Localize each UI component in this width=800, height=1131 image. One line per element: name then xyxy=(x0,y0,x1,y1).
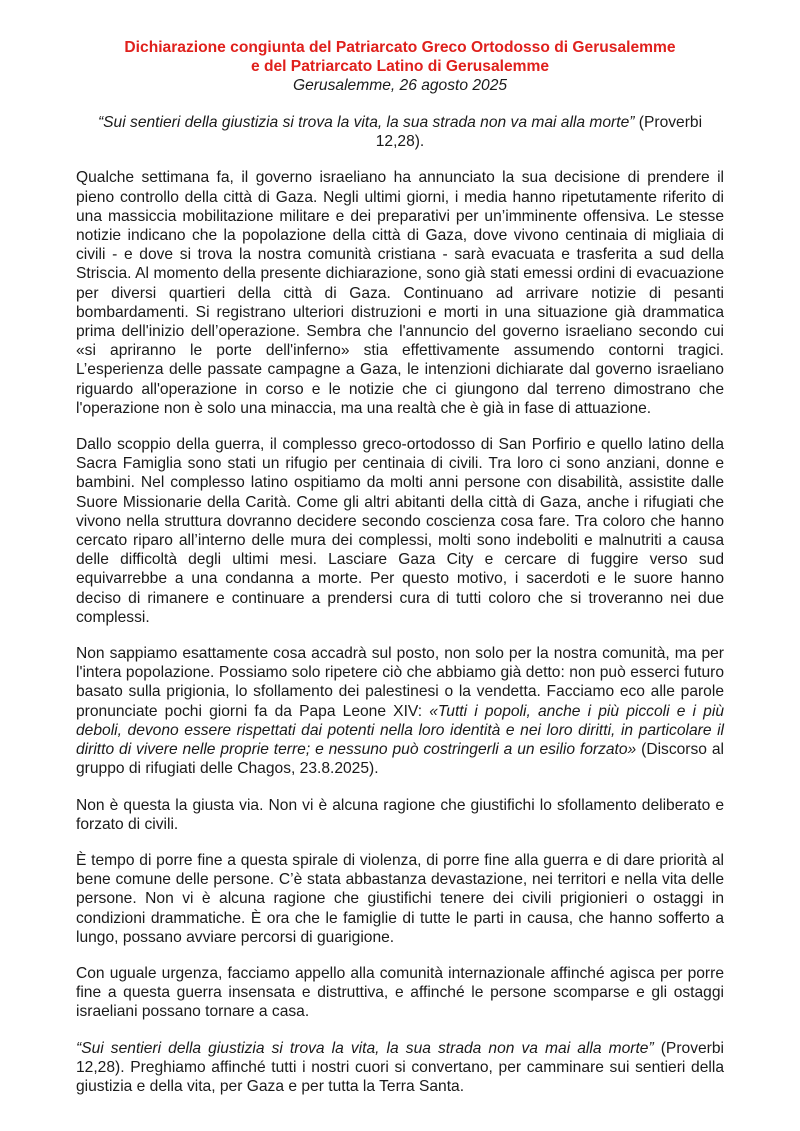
paragraph-2: Dallo scoppio della guerra, il complesso greco-ortodosso di San Porfirio e quello latino della Sacra Famiglia sono stati un rifugio per centinaia di civili. Tra loro ci sono anziani, donne e bambini. Nel complesso latino ospitiamo da molti anni persone con disabilità, assistite dalle Suore Missionarie della Carità. Come gli altri abitanti della città di Gaza, anche i rifugiati che vivono nella struttura dovranno decidere secondo coscienza cosa fare. Tra coloro che hanno cercato riparo all’interno delle mura dei complessi, molti sono indeboliti e malnutriti a causa delle difficoltà degli ultimi mesi. Lasciare Gaza City e cercare di fuggire verso sud equivarrebbe a una condanna a morte. Per questo motivo, i sacerdoti e le suore hanno deciso di rimanere e continuare a prendersi cura di tutti coloro che si troveranno nei due complessi. xyxy=(76,436,724,626)
epigraph-quote: “Sui sentieri della giustizia si trova la vita, la sua strada non va mai alla morte” xyxy=(97,114,635,131)
paragraph-3-text: Non sappiamo esattamente cosa accadrà sul posto, non solo per la nostra comunità, ma per l'intera popolazione. Possiamo solo ripetere ciò che abbiamo già detto: non può esserci futuro basato sulla prigionia, lo sfollamento dei palestinesi o la vendetta. Facciamo eco alle parole pronunciate pochi giorni fa da Papa Leone XIV: xyxy=(76,645,724,720)
paragraph-3-citation: (Discorso al gruppo di rifugiati delle Chagos, 23.8.2025). xyxy=(76,741,724,778)
paragraph-7-text: (Proverbi 12,28). Preghiamo affinché tutti i nostri cuori si convertano, per camminare sui sentieri della giustizia e della vita, per Gaza e per tutta la Terra Santa. xyxy=(76,1039,724,1095)
document-page xyxy=(76,38,724,1113)
paragraph-5: È tempo di porre fine a questa spirale di violenza, di porre fine alla guerra e di dare priorità al bene comune delle persone. C’è stata abbastanza devastazione, nei territori e nella vita delle persone. Non vi è alcuna ragione che giustifichi tenere dei civili prigionieri o ostaggi in condizioni drammatiche. È ora che le famiglie di tutte le parti in causa, che hanno sofferto a lungo, possano avviare percorsi di guarigione. xyxy=(76,851,724,946)
document-title-line-2: e del Patriarcato Latino di Gerusalemme xyxy=(250,58,550,75)
paragraph-6: Con uguale urgenza, facciamo appello alla comunità internazionale affinché agisca per porre fine a questa guerra insensata e distruttiva, e affinché le persone scomparse e gli ostaggi israeliani possano tornare a casa. xyxy=(76,964,724,1021)
document-title-line-1: Dichiarazione congiunta del Patriarcato Greco Ortodosso di Gerusalemme xyxy=(124,39,676,56)
epigraph xyxy=(76,113,724,151)
paragraph-1: Qualche settimana fa, il governo israeliano ha annunciato la sua decisione di prendere il pieno controllo della città di Gaza. Negli ultimi giorni, i media hanno ripetutamente riferito di una massiccia mobilitazione militare e dei preparativi per un’imminente offensiva. Le stesse notizie indicano che la popolazione della città di Gaza, dove vivono centinaia di migliaia di civili - e dove si trova la nostra comunità cristiana - sarà evacuata e trasferita a sud della Striscia. Al momento della presente dichiarazione, sono già stati emessi ordini di evacuazione per diversi quartieri della città di Gaza. Continuano ad arrivare notizie di pesanti bombardamenti. Si registrano ulteriori distruzioni e morti in una situazione già drammatica prima dell'inizio dell’operazione. Sembra che l'annuncio del governo israeliano secondo cui «si apriranno le porte dell'inferno» stia effettivamente assumendo contorni tragici. L’esperienza delle passate campagne a Gaza, le intenzioni dichiarate dal governo israeliano riguardo all'operazione in corso e le notizie che ci giungono dal terreno dimostrano che l'operazione non è solo una minaccia, ma una realtà che è già in fase di attuazione. xyxy=(76,169,724,417)
closing-quote: “Sui sentieri della giustizia si trova la vita, la sua strada non va mai alla morte” xyxy=(76,1039,654,1057)
pope-quote: «Tutti i popoli, anche i più piccoli e i più deboli, devono essere rispettati dai potenti nella loro identità e nei loro diritti, in particolare il diritto di vivere nelle proprie terre; e nessuno può costringerli a un esilio forzato» xyxy=(76,702,724,759)
paragraph-7 xyxy=(76,1039,724,1097)
paragraph-3 xyxy=(76,644,724,778)
place-date: Gerusalemme, 26 agosto 2025 xyxy=(292,77,508,94)
epigraph-reference: (Proverbi 12,28). xyxy=(375,114,703,151)
paragraph-4: Non è questa la giusta via. Non vi è alcuna ragione che giustifichi lo sfollamento deliberato e forzato di civili. xyxy=(76,796,724,833)
